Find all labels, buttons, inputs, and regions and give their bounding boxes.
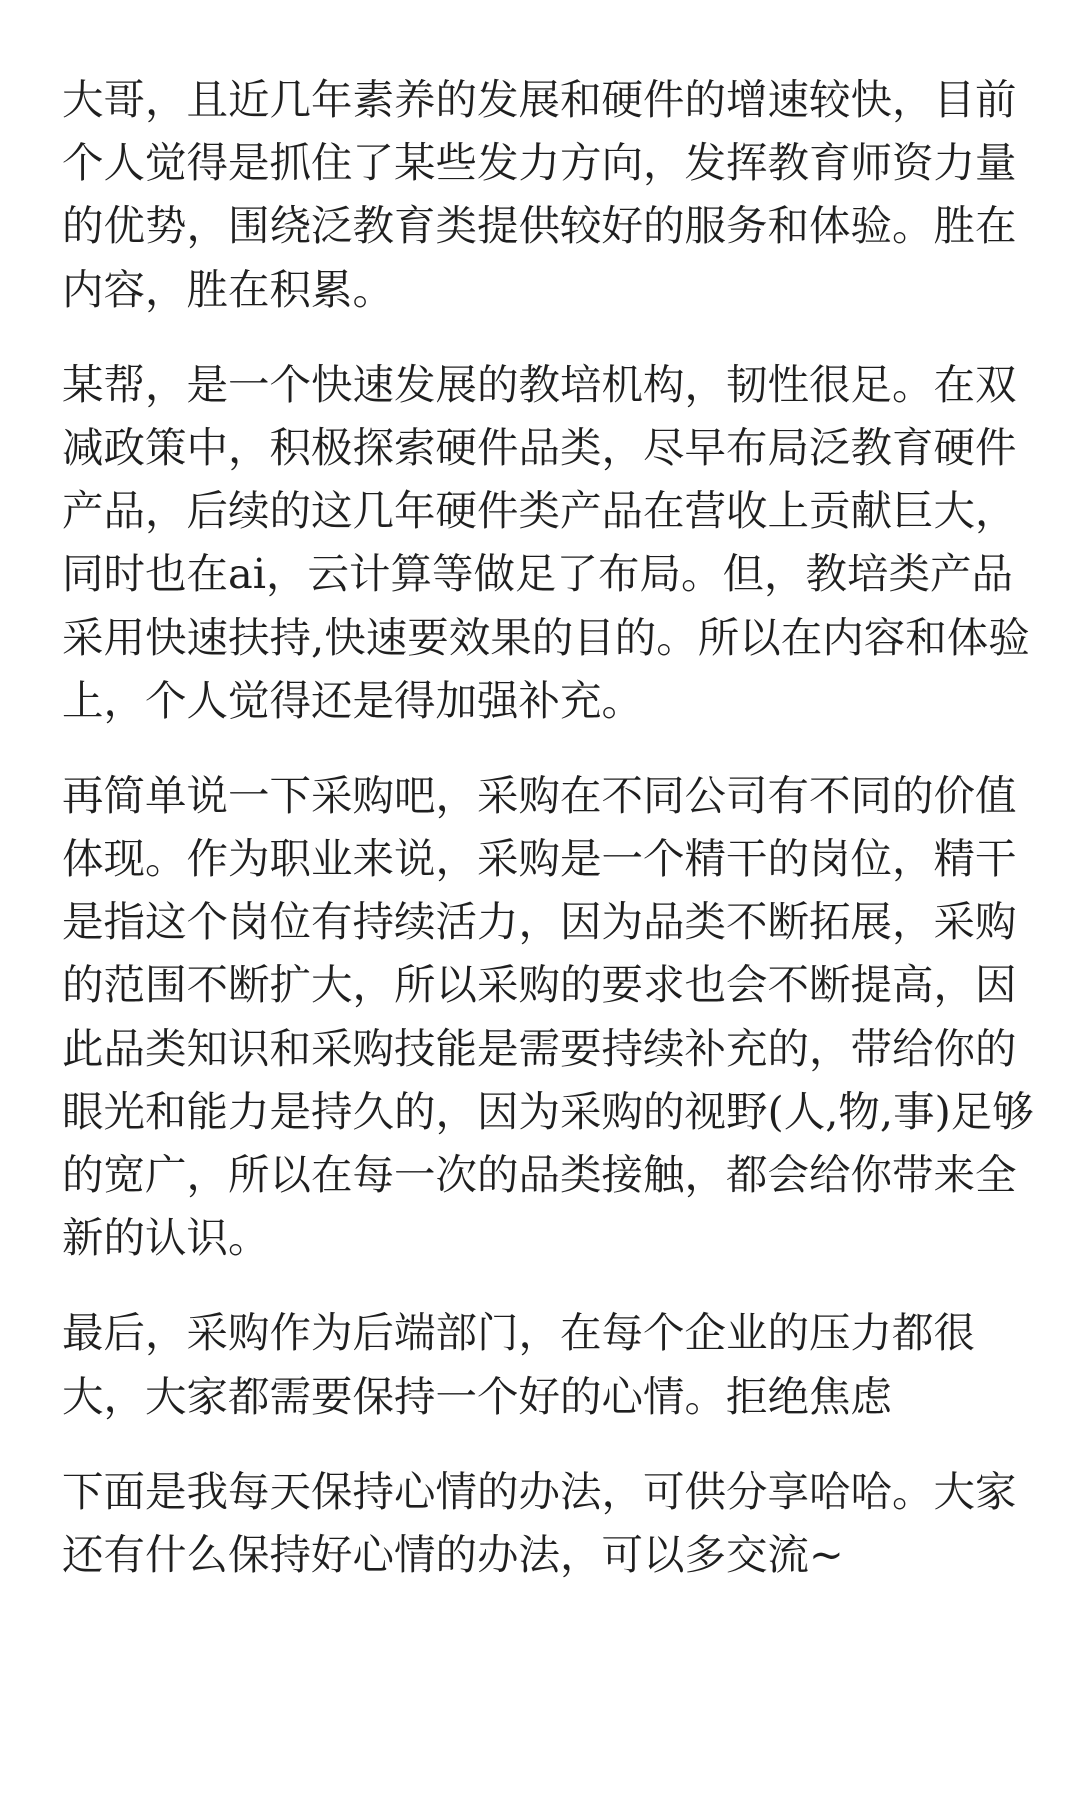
text-line: 大哥，且近几年素养的发展和硬件的增速较快，目前: [62, 75, 1017, 124]
text-line: 再简单说一下采购吧，采购在不同公司有不同的价值: [62, 770, 1017, 820]
paragraph-company: [62, 353, 1030, 732]
text-line: 的宽广，所以在每一次的品类接触，都会给你带来全: [62, 1150, 1017, 1199]
text-line: 内容，胜在积累。: [62, 264, 395, 314]
text-line: 新的认识。: [62, 1213, 270, 1263]
paragraph-intro: [62, 68, 1022, 321]
text-line: 下面是我每天保持心情的办法，可供分享哈哈。大家: [62, 1466, 1017, 1516]
text-line: 最后，采购作为后端部门，在每个企业的压力都很: [62, 1308, 976, 1358]
text-line: 眼光和能力是持久的，因为采购的视野(人,物,事)足够: [62, 1086, 1034, 1136]
text-line: 产品，后续的这几年硬件类产品在营收上贡献巨大，: [62, 486, 1017, 536]
text-line: 个人觉得是抓住了某些发力方向，发挥教育师资力量: [62, 138, 1017, 188]
paragraph-procurement: [62, 764, 1034, 1270]
text-line: 体现。作为职业来说，采购是一个精干的岗位，精干: [62, 834, 1017, 884]
text-line: 是指这个岗位有持续活力，因为品类不断拓展，采购: [62, 897, 1017, 947]
text-line: 还有什么保持好心情的办法，可以多交流~: [62, 1529, 844, 1579]
text-line: 的优势，围绕泛教育类提供较好的服务和体验。胜在: [62, 201, 1017, 251]
text-line: 采用快速扶持,快速要效果的目的。所以在内容和体验: [62, 612, 1030, 662]
text-line: 此品类知识和采购技能是需要持续补充的，带给你的: [62, 1023, 1017, 1073]
paragraph-closing: [62, 1460, 1022, 1586]
text-line: 同时也在ai，云计算等做足了布局。但，教培类产品: [62, 549, 1014, 599]
text-line: 某帮，是一个快速发展的教培机构，韧性很足。在双: [62, 359, 1017, 409]
article-body: [62, 68, 1034, 1618]
paragraph-pressure: [62, 1301, 1022, 1427]
text-line: 大，大家都需要保持一个好的心情。拒绝焦虑: [62, 1371, 893, 1421]
text-line: 上，个人觉得还是得加强补充。: [62, 675, 644, 725]
text-line: 的范围不断扩大，所以采购的要求也会不断提高，因: [62, 960, 1017, 1010]
text-line: 减政策中，积极探索硬件品类，尽早布局泛教育硬件: [62, 422, 1017, 472]
